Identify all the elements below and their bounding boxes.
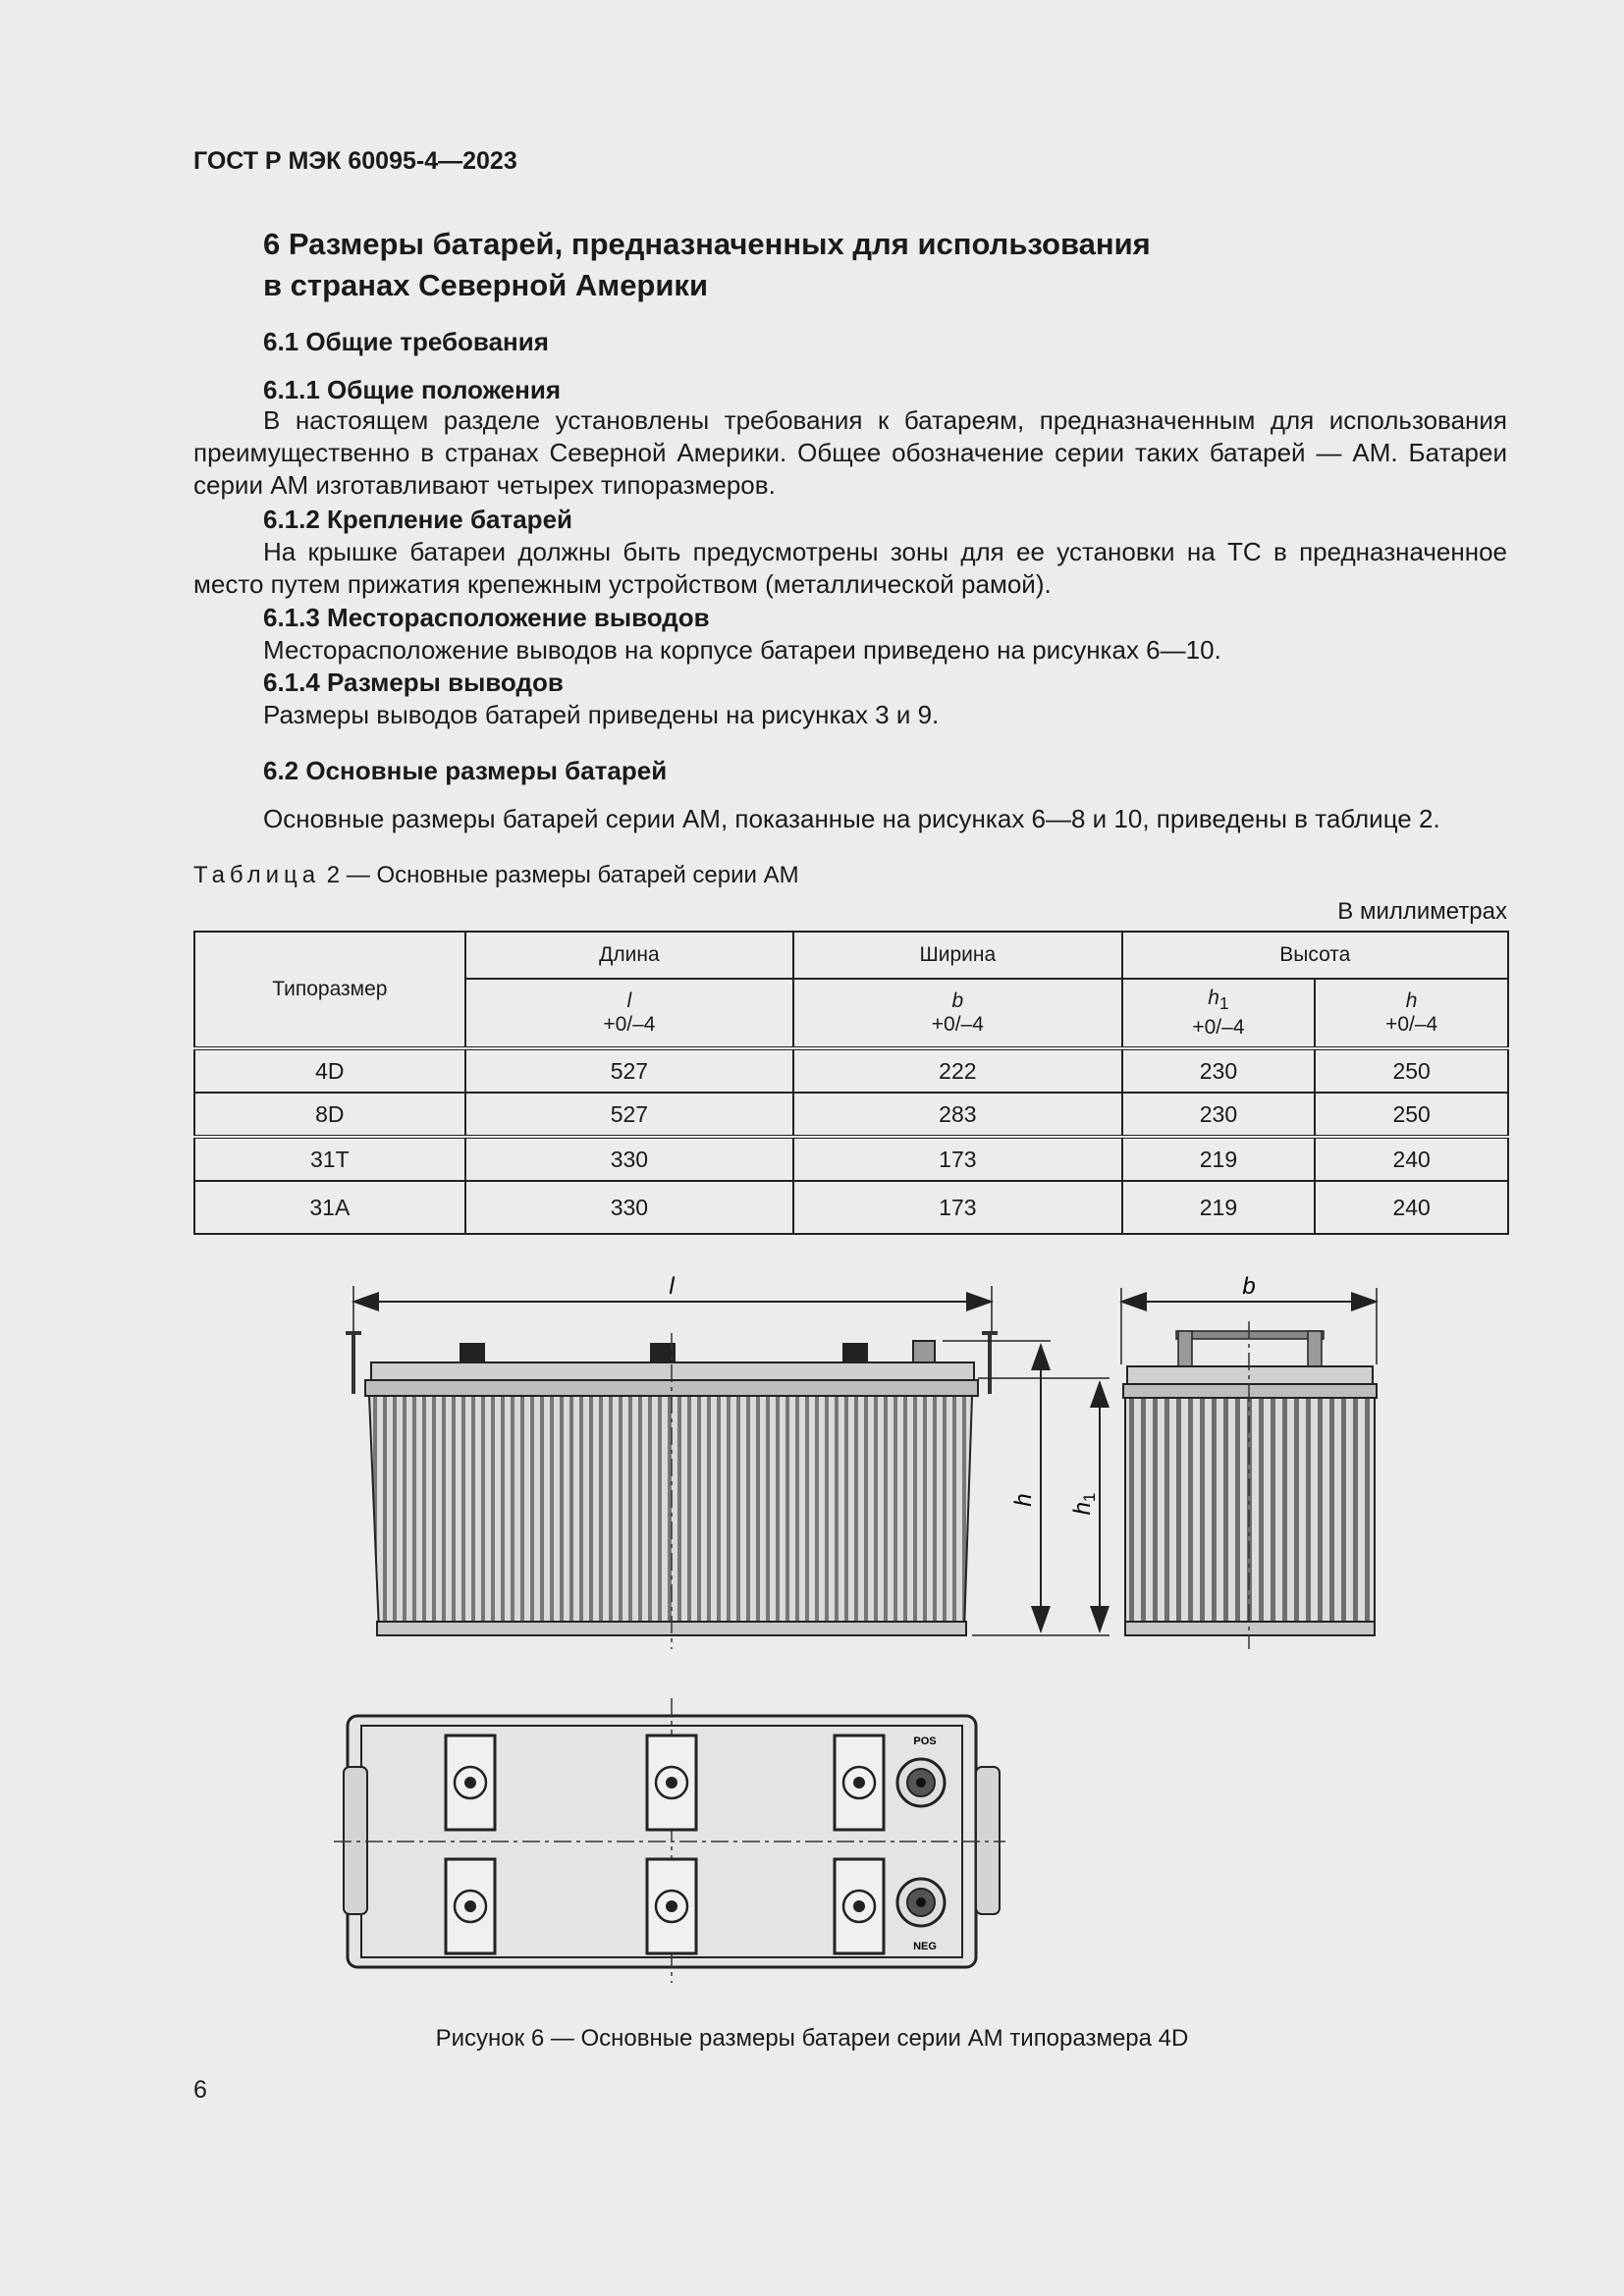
symbol-h: h: [1405, 989, 1418, 1012]
col-header-type: Типоразмер: [194, 932, 465, 1048]
cell-h1: 230: [1122, 1093, 1316, 1137]
paragraph-6-2: [193, 803, 1507, 835]
section-6-title-line1: 6 Размеры батарей, предназначенных для использования: [263, 227, 1151, 261]
cell-length: 330: [465, 1137, 793, 1181]
vent-cap: [835, 1859, 884, 1953]
pos-label: POS: [913, 1735, 937, 1747]
page-number: 6: [193, 2076, 207, 2104]
cell-width: 173: [793, 1137, 1121, 1181]
cell-length: 330: [465, 1181, 793, 1234]
cell-h: 240: [1315, 1137, 1508, 1181]
table-caption-rest: 2 — Основные размеры батарей серии АМ: [320, 862, 799, 888]
paragraph-6-1-1: [193, 404, 1507, 502]
cell-width: 173: [793, 1181, 1121, 1234]
dimensions-table: [193, 931, 1509, 1235]
front-view: [346, 1276, 1110, 1649]
battery-drawing: [187, 1276, 1404, 2002]
positive-terminal: [897, 1759, 945, 1806]
top-view: [334, 1698, 1005, 1983]
vent-cap: [647, 1859, 696, 1953]
paragraph-6-1-2-text: На крышке батареи должны быть предусмотрены зоны для ее установки на ТС в предназначенное место путем прижатия крепежным устройством (металлической рамой).: [193, 537, 1507, 599]
paragraph-6-1-3: [193, 634, 1507, 667]
symbol-l: l: [626, 989, 632, 1012]
paragraph-6-1-1-text: В настоящем разделе установлены требования к батареям, предназначенным для использования преимущественно в странах Северной Америки. Общее обозначение серии таких батарей — АМ. Батареи серии АМ изготавливают четырех типоразмеров.: [193, 405, 1507, 500]
vent-cap: [835, 1735, 884, 1830]
col-header-height: Высота: [1122, 932, 1508, 979]
symbol-h1: h: [1208, 987, 1219, 1010]
tolerance-h: +0/–4: [1385, 1013, 1438, 1036]
paragraph-6-1-4-text: Размеры выводов батарей приведены на рисунках 3 и 9.: [263, 700, 940, 729]
table-row: [194, 1048, 1508, 1093]
section-6-title: [263, 224, 1151, 306]
table-row: [194, 1137, 1508, 1181]
document-header: ГОСТ Р МЭК 60095-4—2023: [193, 147, 517, 175]
cell-length: 527: [465, 1093, 793, 1137]
cell-h: 250: [1315, 1093, 1508, 1137]
cell-h1: 230: [1122, 1048, 1316, 1093]
dim-label-h1-letter: h: [1069, 1502, 1096, 1516]
heading-6-2: 6.2 Основные размеры батарей: [263, 756, 668, 785]
heading-6-1: 6.1 Общие требования: [263, 327, 549, 356]
table-units: В миллиметрах: [1337, 898, 1507, 925]
figure-caption: Рисунок 6 — Основные размеры батареи серии АМ типоразмера 4D: [435, 2025, 1189, 2052]
section-6-title-line2: в странах Северной Америки: [263, 268, 708, 302]
cell-type: 8D: [194, 1093, 465, 1137]
heading-6-1-1: 6.1.1 Общие положения: [263, 375, 561, 404]
heading-6-1-2: 6.1.2 Крепление батарей: [263, 505, 573, 534]
paragraph-6-2-text: Основные размеры батарей серии АМ, показанные на рисунках 6—8 и 10, приведены в таблице 2.: [263, 804, 1440, 833]
dim-label-h1-sub: 1: [1080, 1492, 1099, 1503]
dim-label-h1: [1069, 1493, 1099, 1516]
col-header-length: Длина: [465, 932, 793, 979]
cell-h1: 219: [1122, 1181, 1316, 1234]
symbol-b: b: [951, 989, 964, 1012]
dim-label-b: b: [1242, 1276, 1256, 1300]
tolerance-l: +0/–4: [603, 1013, 656, 1036]
table-row: [194, 1181, 1508, 1234]
dim-label-h: h: [1010, 1493, 1037, 1507]
dim-label-l: l: [669, 1276, 675, 1300]
paragraph-6-1-2: [193, 536, 1507, 601]
neg-label: NEG: [913, 1941, 937, 1952]
negative-terminal: [897, 1879, 945, 1926]
table-caption-word: Таблица: [193, 862, 321, 888]
paragraph-6-1-4: [193, 699, 1507, 731]
paragraph-6-1-3-text: Месторасположение выводов на корпусе батареи приведено на рисунках 6—10.: [263, 635, 1221, 665]
cell-h1: 219: [1122, 1137, 1316, 1181]
cell-h: 240: [1315, 1181, 1508, 1234]
cell-length: 527: [465, 1048, 793, 1093]
cell-type: 4D: [194, 1048, 465, 1093]
vent-cap: [446, 1859, 495, 1953]
cell-h: 250: [1315, 1048, 1508, 1093]
heading-6-1-4: 6.1.4 Размеры выводов: [263, 667, 564, 697]
vent-cap: [446, 1735, 495, 1830]
heading-6-1-3: 6.1.3 Месторасположение выводов: [263, 603, 710, 632]
table-row: [194, 1093, 1508, 1137]
cell-type: 31T: [194, 1137, 465, 1181]
vent-cap: [647, 1735, 696, 1830]
col-header-width: Ширина: [793, 932, 1121, 979]
subheader-h1: [1122, 979, 1316, 1048]
subheader-l: [465, 979, 793, 1048]
cell-width: 283: [793, 1093, 1121, 1137]
cell-width: 222: [793, 1048, 1121, 1093]
tolerance-b: +0/–4: [931, 1013, 984, 1036]
table-caption: [193, 862, 799, 889]
subheader-h: [1315, 979, 1508, 1048]
subheader-b: [793, 979, 1121, 1048]
tolerance-h1: +0/–4: [1192, 1015, 1245, 1039]
symbol-h1-sub: 1: [1218, 993, 1229, 1014]
cell-type: 31A: [194, 1181, 465, 1234]
side-view: [1121, 1276, 1377, 1649]
